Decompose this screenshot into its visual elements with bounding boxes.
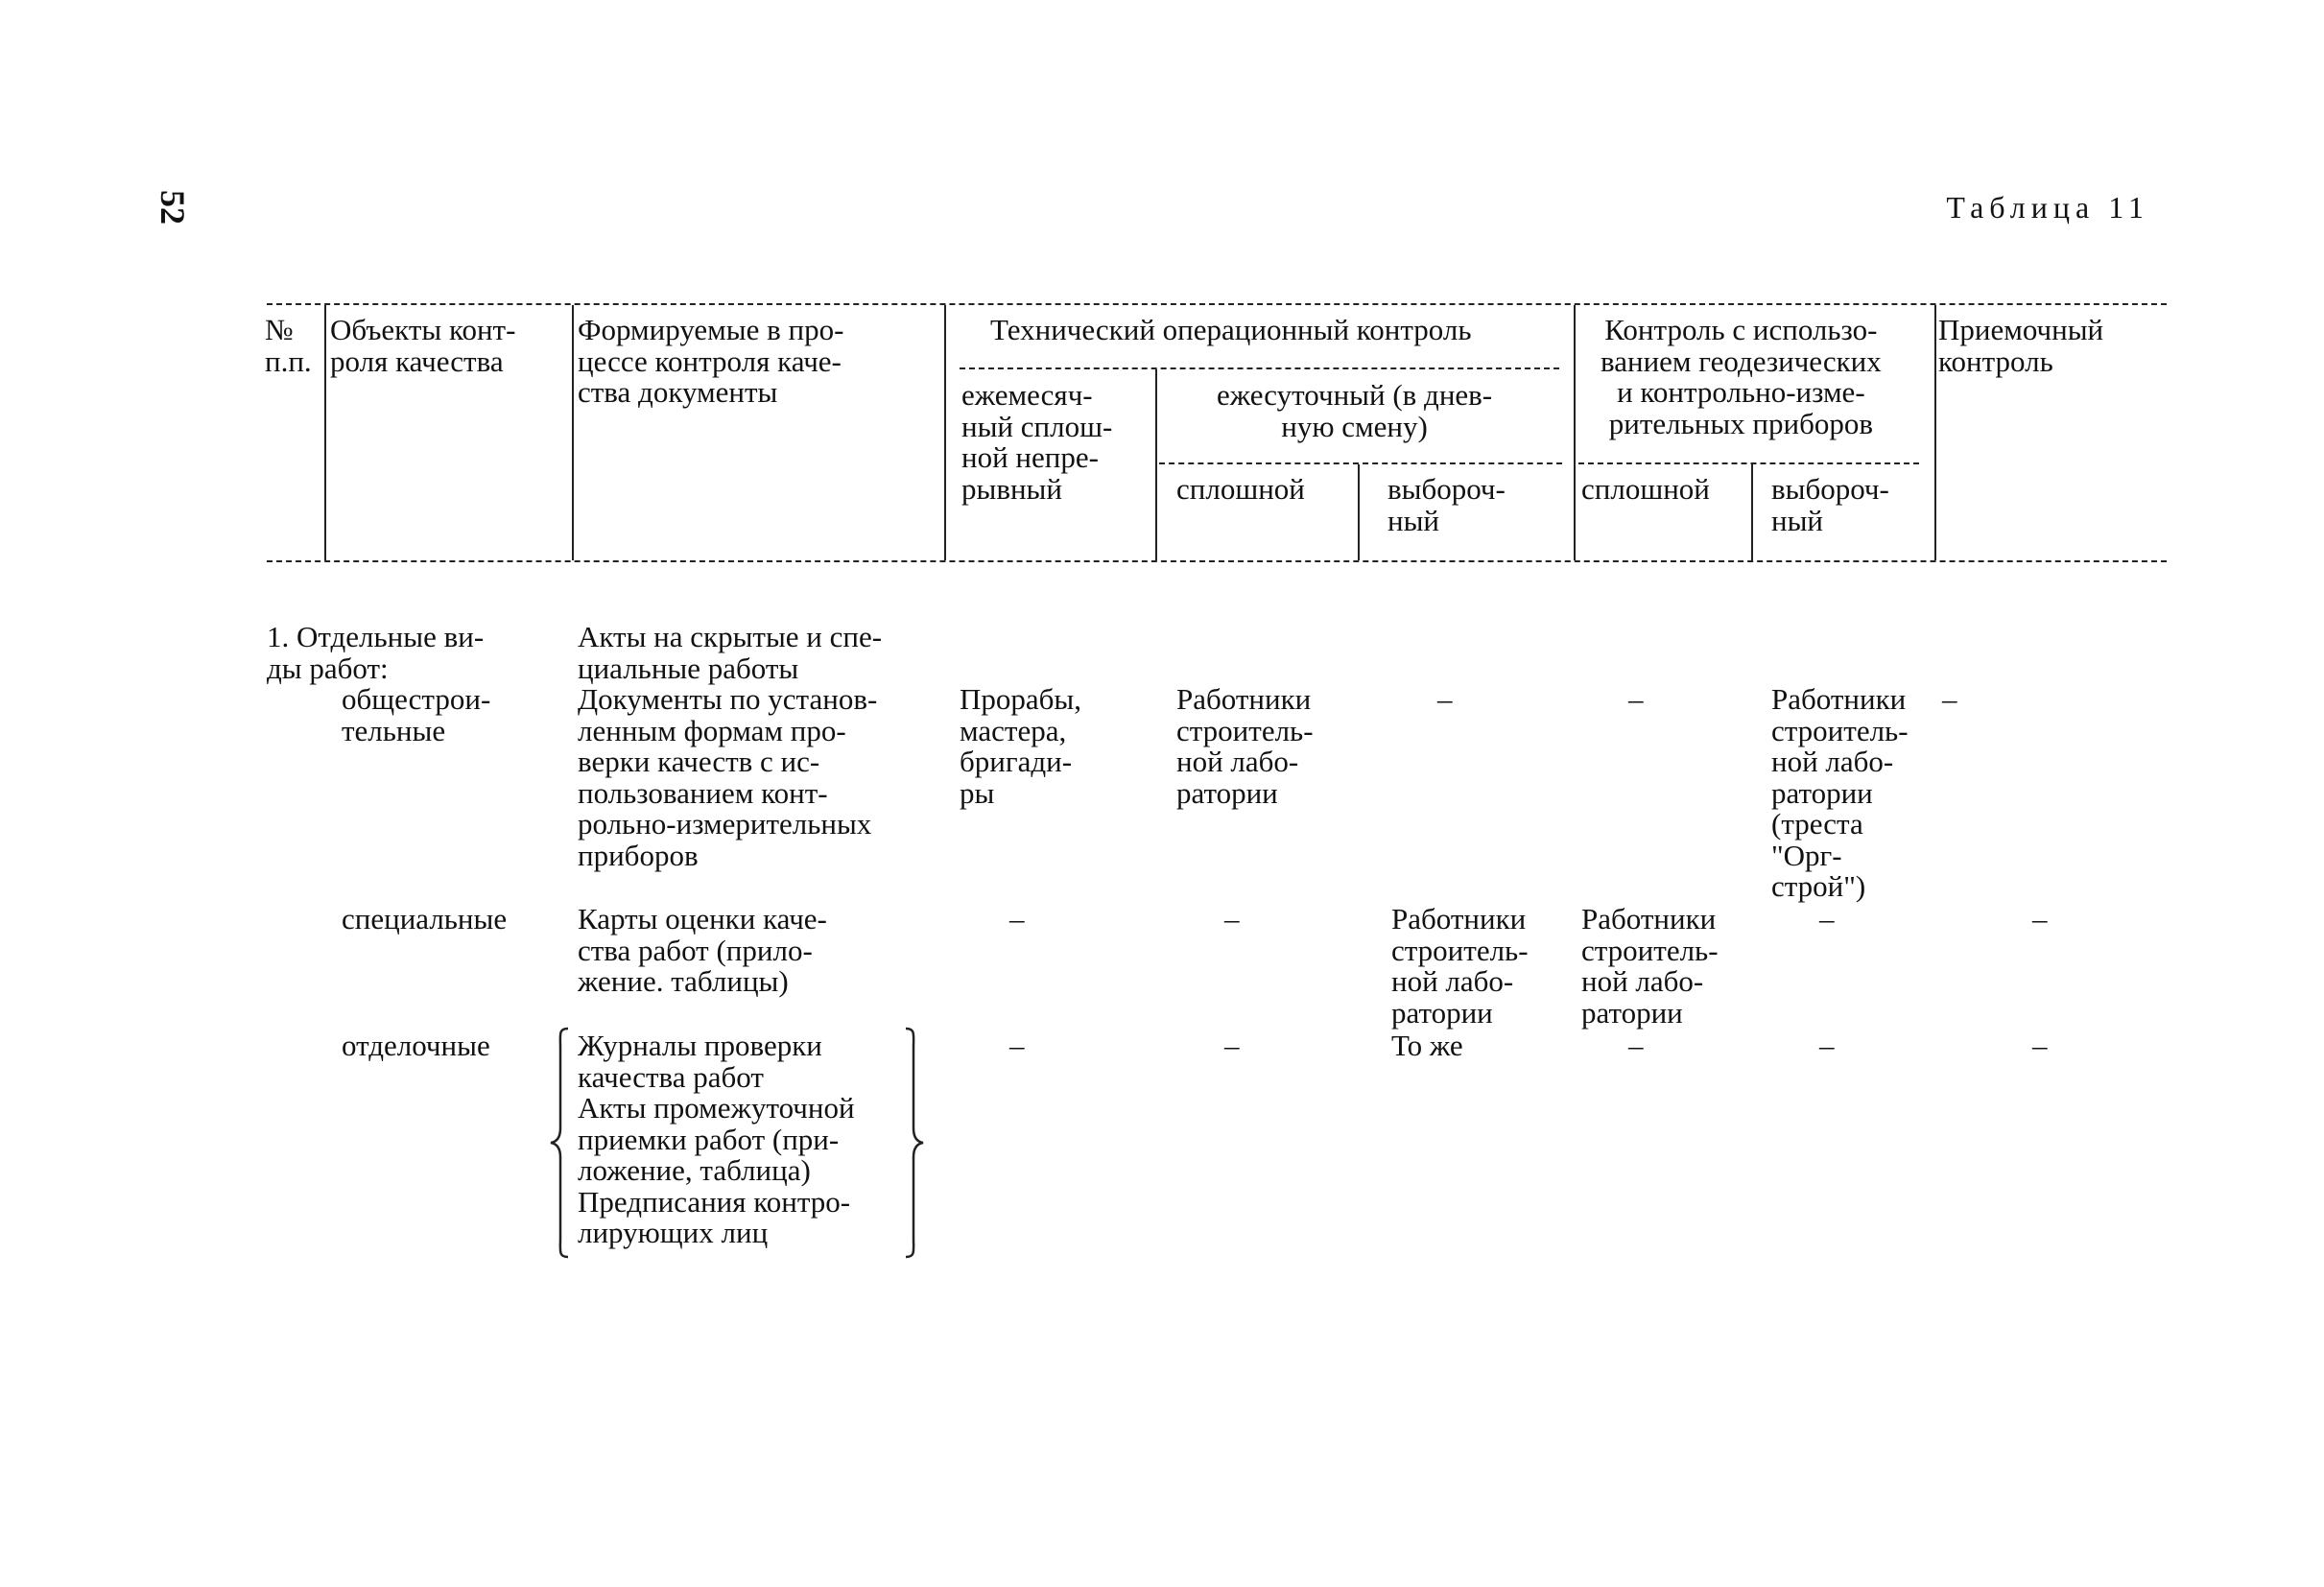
row-general-daily-selective: – [1437,682,1453,716]
right-brace [902,1025,925,1265]
col-divider-8 [1934,305,1936,560]
row-special-geo-selective: – [1819,902,1835,936]
header-documents: Формируемые в про- цессе контроля каче- ства документы [578,313,844,409]
col-divider-6 [1574,305,1576,560]
header-daily-selective: выбороч- ный [1387,472,1506,537]
header-geodetic-control: Контроль с использо- ванием геодезических и контрольно-изме- рительных приборов [1601,313,1882,440]
header-geo-selective: выбороч- ный [1771,472,1889,537]
row-finishing-geo-selective: – [1819,1029,1835,1062]
col-divider-4 [1155,369,1157,560]
row-general-geo-continuous: – [1628,682,1644,716]
row-special-daily-selective: Работники строитель- ной лабо- ратории [1391,902,1529,1030]
geodetic-subgroup-rule [1578,462,1919,464]
col-divider-2 [572,305,574,560]
col-divider-5 [1358,464,1360,560]
header-geo-continuous: сплошной [1581,472,1710,506]
row-special-acceptance: – [2032,902,2048,936]
row-general-object: общестрои- тельные [342,682,491,747]
header-monthly: ежемесяч- ный сплош- ной непре- рывный [961,378,1113,506]
page-number: 52 [154,190,192,225]
row-finishing-daily-continuous: – [1224,1029,1240,1062]
header-technical-control: Технический операционный контроль [990,313,1472,346]
row-finishing-daily-selective: То же [1391,1029,1463,1062]
row-1-object: 1. Отдельные ви- ды работ: [267,620,485,685]
header-top-rule [267,303,2167,305]
col-divider-7 [1751,464,1753,560]
header-number: № п.п. [265,313,312,378]
technical-subgroup-rule [960,367,1559,369]
col-divider-1 [324,305,326,560]
row-1-documents: Акты на скрытые и спе- циальные работы [578,620,883,685]
row-finishing-geo-continuous: – [1628,1029,1644,1062]
row-general-acceptance: – [1942,682,1957,716]
row-finishing-monthly: – [1009,1029,1025,1062]
header-daily: ежесуточный (в днев- ную смену) [1217,378,1493,443]
right-brace-shape [902,1025,925,1261]
table-title: Таблица 11 [1946,190,2149,225]
row-special-monthly: – [1009,902,1025,936]
left-brace-shape [549,1025,572,1261]
row-general-documents: Документы по установ- ленным формам про- верки качеств с ис- пользованием конт- рольно-измерительных приборов [578,682,878,872]
daily-subgroup-rule [1159,462,1562,464]
row-special-documents: Карты оценки каче- ства работ (прило- жение. таблицы) [578,902,827,998]
header-daily-continuous: сплошной [1176,472,1305,506]
row-special-object: специальные [342,902,508,936]
header-acceptance: Приемочный контроль [1938,313,2104,378]
col-divider-3 [944,305,946,560]
left-brace [549,1025,572,1265]
row-special-geo-continuous: Работники строитель- ной лабо- ратории [1581,902,1719,1030]
row-finishing-documents: Журналы проверки качества работ Акты промежуточной приемки работ (при- ложение, таблица) Предписания контро- лирующих лиц [578,1029,855,1249]
row-general-monthly: Прорабы, мастера, бригади- ры [960,682,1081,810]
row-finishing-object: отделочные [342,1029,490,1062]
row-general-geo-selective: Работники строитель- ной лабо- ратории (треста "Орг- строй") [1771,682,1909,903]
row-special-daily-continuous: – [1224,902,1240,936]
row-finishing-acceptance: – [2032,1029,2048,1062]
header-objects: Объекты конт- роля качества [330,313,516,378]
header-bottom-rule [267,560,2167,562]
row-general-daily-continuous: Работники строитель- ной лабо- ратории [1176,682,1314,810]
